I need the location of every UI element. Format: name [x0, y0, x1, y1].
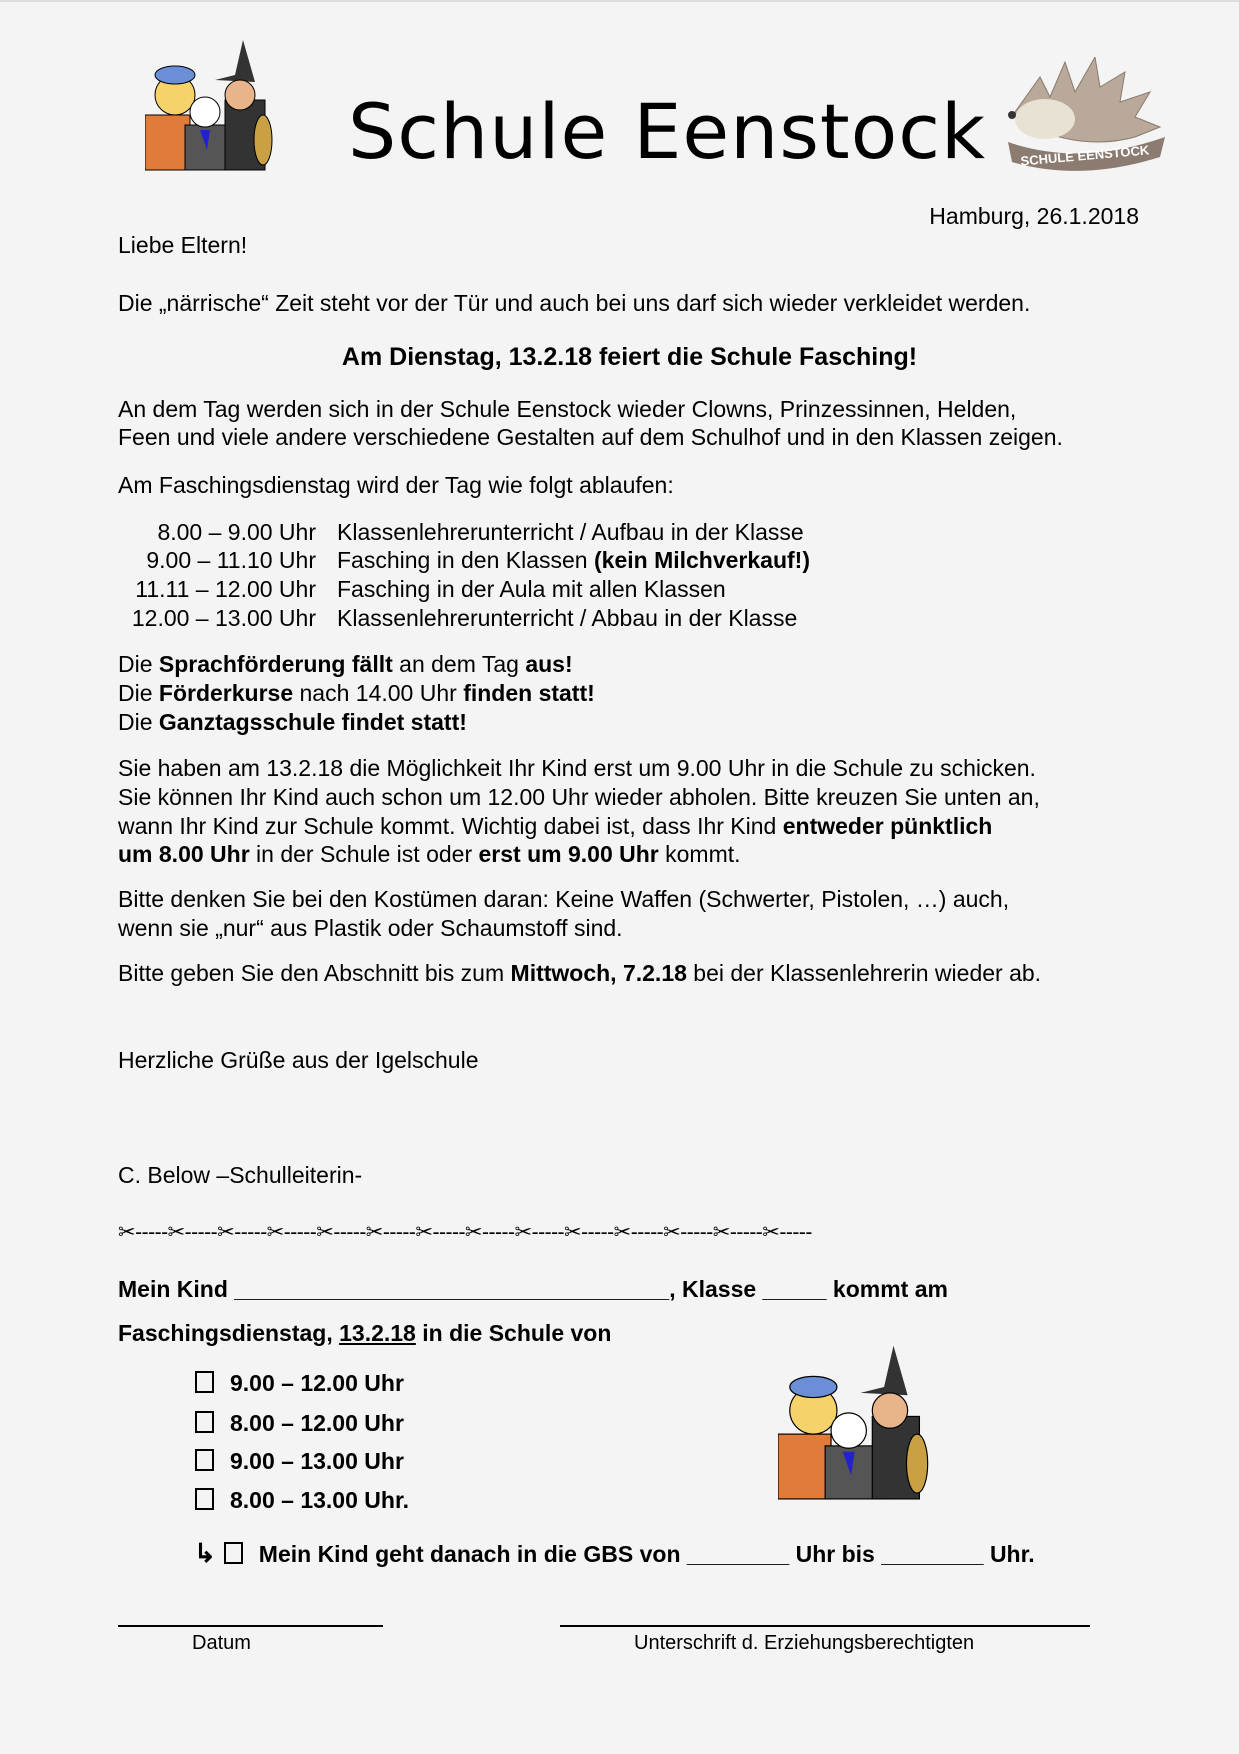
checkbox[interactable] — [224, 1542, 243, 1564]
paragraph-line: Feen und viele andere verschiedene Gestalten auf dem Schulhof und in den Klassen zeigen. — [118, 424, 1063, 450]
schedule-row — [100, 575, 726, 604]
school-title: Schule Eenstock — [348, 87, 987, 176]
paragraph-line: An dem Tag werden sich in der Schule Eenstock wieder Clowns, Prinzessinnen, Helden, — [118, 396, 1017, 422]
note-line: Die Förderkurse nach 14.00 Uhr finden statt! — [118, 680, 595, 706]
schedule-activity: Fasching in der Aula mit allen Klassen — [337, 576, 726, 602]
checkbox[interactable] — [195, 1449, 214, 1471]
option-9-13[interactable]: 9.00 – 13.00 Uhr — [195, 1447, 404, 1476]
headline: Am Dienstag, 13.2.18 feiert die Schule Fasching! — [341, 343, 918, 371]
option-9-12[interactable]: 9.00 – 12.00 Uhr — [195, 1369, 404, 1398]
option-8-12[interactable]: 8.00 – 12.00 Uhr — [195, 1409, 404, 1438]
schedule-time: 9.00 – 11.10 Uhr — [146, 547, 316, 573]
date-label: Datum — [192, 1632, 251, 1654]
signature-name: C. Below –Schulleiterin- — [118, 1162, 363, 1188]
signature-line[interactable] — [560, 1625, 1090, 1627]
arrow-icon: ↳ — [194, 1538, 216, 1568]
intro-text: Die „närrische“ Zeit steht vor der Tür und auch bei uns darf sich wieder verkleidet werden. — [118, 290, 1031, 316]
form-line-child: Mein Kind __________________________________, Klasse _____ kommt am — [118, 1276, 948, 1302]
schedule-note: (kein Milchverkauf!) — [594, 547, 810, 573]
schedule-intro: Am Faschingsdienstag wird der Tag wie folgt ablaufen: — [118, 472, 674, 498]
closing: Herzliche Grüße aus der Igelschule — [118, 1047, 479, 1073]
signature-label: Unterschrift d. Erziehungsberechtigten — [634, 1632, 975, 1654]
paragraph-line: wenn sie „nur“ aus Plastik oder Schaumstoff sind. — [118, 915, 623, 941]
paragraph-line: Bitte denken Sie bei den Kostümen daran: Keine Waffen (Schwerter, Pistolen, …) auch, — [118, 886, 1010, 912]
schedule-activity: Klassenlehrerunterricht / Abbau in der Klasse — [337, 605, 798, 631]
gbs-option[interactable]: ↳ Mein Kind geht danach in die GBS von ________ Uhr bis ________ Uhr. — [194, 1538, 1035, 1568]
form-line-date: Faschingsdienstag, 13.2.18 in die Schule von — [118, 1320, 612, 1346]
schedule-row — [100, 604, 797, 633]
costume-kids-illustration — [778, 1345, 943, 1502]
checkbox[interactable] — [195, 1488, 214, 1510]
schedule-time: 11.11 – 12.00 Uhr — [135, 576, 316, 602]
salutation: Liebe Eltern! — [118, 232, 248, 258]
schedule-time: 8.00 – 9.00 Uhr — [157, 519, 316, 545]
costume-kids-illustration — [145, 40, 285, 172]
checkbox[interactable] — [195, 1411, 214, 1433]
paragraph-line: Sie haben am 13.2.18 die Möglichkeit Ihr Kind erst um 9.00 Uhr in die Schule zu schicken. — [118, 755, 1036, 781]
letter-date: Hamburg, 26.1.2018 — [929, 203, 1139, 229]
schedule-row — [100, 546, 810, 575]
date-line[interactable] — [118, 1625, 383, 1627]
cut-line: ✂-----✂-----✂-----✂-----✂-----✂-----✂-----✂-----✂-----✂-----✂-----✂-----✂-----✂----- — [118, 1221, 812, 1244]
paragraph-line: wann Ihr Kind zur Schule kommt. Wichtig dabei ist, dass Ihr Kind entweder pünktlich — [118, 813, 993, 839]
schedule-row — [100, 518, 804, 547]
schedule-activity: Klassenlehrerunterricht / Aufbau in der Klasse — [337, 519, 804, 545]
paragraph-line: Bitte geben Sie den Abschnitt bis zum Mittwoch, 7.2.18 bei der Klassenlehrerin wieder ab. — [118, 960, 1042, 986]
schedule-time: 12.00 – 13.00 Uhr — [131, 605, 316, 631]
checkbox[interactable] — [195, 1371, 214, 1393]
option-8-13[interactable]: 8.00 – 13.00 Uhr. — [195, 1486, 409, 1515]
hedgehog-logo — [1000, 57, 1170, 177]
paragraph-line: um 8.00 Uhr in der Schule ist oder erst um 9.00 Uhr kommt. — [118, 841, 741, 867]
schedule-activity: Fasching in den Klassen — [337, 547, 594, 573]
svg-text:SCHULE EENSTOCK: SCHULE EENSTOCK — [1019, 142, 1150, 169]
note-line: Die Sprachförderung fällt an dem Tag aus! — [118, 651, 573, 677]
paragraph-line: Sie können Ihr Kind auch schon um 12.00 Uhr wieder abholen. Bitte kreuzen Sie unten an, — [118, 784, 1040, 810]
note-line: Die Ganztagsschule findet statt! — [118, 709, 467, 735]
